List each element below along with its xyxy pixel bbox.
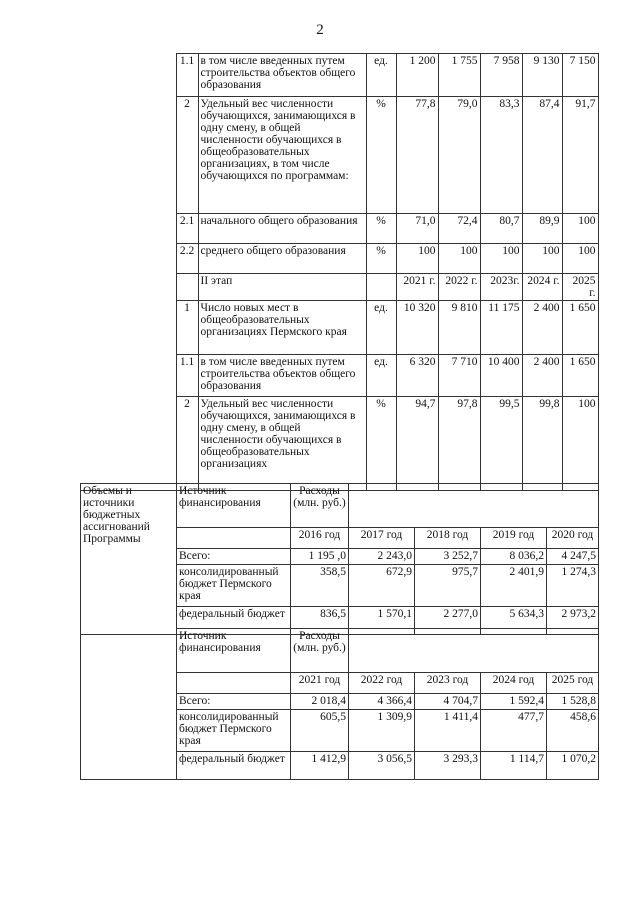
value: 9 810 (438, 301, 480, 355)
value: 9 130 (522, 54, 562, 97)
value: 1 070,2 (547, 752, 599, 780)
value: 4 704,7 (415, 694, 481, 710)
row-number: 1 (176, 301, 198, 355)
value: 100 (562, 214, 598, 244)
value: 7 710 (438, 355, 480, 397)
page-number: 2 (316, 22, 324, 38)
unit: ед. (366, 54, 396, 97)
table-row (81, 629, 599, 673)
value: 2 400 (522, 355, 562, 397)
value: 4 247,5 (547, 549, 599, 565)
year-header: 2022 год (349, 673, 415, 694)
stage-label: II этап (198, 274, 366, 301)
value: 100 (480, 244, 522, 274)
value: 100 (396, 244, 438, 274)
year-header: 2021 год (291, 673, 349, 694)
value: 7 150 (562, 54, 598, 97)
year-header: 2018 год (415, 528, 481, 549)
value: 10 400 (480, 355, 522, 397)
year-header: 2022 г. (438, 274, 480, 301)
value: 1 114,7 (481, 752, 547, 780)
value: 100 (522, 244, 562, 274)
row-number: 2 (176, 397, 198, 491)
source-header: Источник финансирования (177, 484, 291, 528)
source-header: Источник финансирования (177, 629, 291, 673)
indicator-name: в том числе введенных путем строительства объектов общего образования (198, 54, 366, 97)
value: 2 018,4 (291, 694, 349, 710)
value: 97,8 (438, 397, 480, 491)
indicator-name: Удельный вес численности обучающихся, занимающихся в одну смену, в общей численности обучающихся в общеобразовательных организациях, в том числе обучающихся по программам: (198, 97, 366, 214)
row-number: 2.1 (176, 214, 198, 244)
value: 1 755 (438, 54, 480, 97)
value: 1 592,4 (481, 694, 547, 710)
value: 79,0 (438, 97, 480, 214)
value: 1 650 (562, 355, 598, 397)
unit: % (366, 97, 396, 214)
year-header: 2021 г. (396, 274, 438, 301)
unit: % (366, 214, 396, 244)
unit (366, 274, 396, 301)
year-header: 2025 год (547, 673, 599, 694)
value: 8 036,2 (481, 549, 547, 565)
value: 94,7 (396, 397, 438, 491)
value: 5 634,3 (481, 607, 547, 635)
value: 100 (562, 397, 598, 491)
unit: ед. (366, 301, 396, 355)
value: 3 252,7 (415, 549, 481, 565)
year-header: 2016 год (291, 528, 349, 549)
value: 99,8 (522, 397, 562, 491)
value: 1 412,9 (291, 752, 349, 780)
source-name: консолидированный бюджет Пермского края (177, 710, 291, 752)
row-number: 1.1 (176, 355, 198, 397)
value: 605,5 (291, 710, 349, 752)
unit: % (366, 397, 396, 491)
year-header: 2019 год (481, 528, 547, 549)
year-header: 2023г. (480, 274, 522, 301)
indicator-name: Число новых мест в общеобразовательных организациях Пермского края (198, 301, 366, 355)
row-number (176, 274, 198, 301)
value: 1 411,4 (415, 710, 481, 752)
value: 2 973,2 (547, 607, 599, 635)
value: 6 320 (396, 355, 438, 397)
year-header: 2024 год (481, 673, 547, 694)
value: 99,5 (480, 397, 522, 491)
unit: ед. (366, 355, 396, 397)
value: 2 277,0 (415, 607, 481, 635)
expenses-header: Расходы (млн. руб.) (291, 629, 349, 673)
table-row (81, 484, 599, 528)
year-header: 2020 год (547, 528, 599, 549)
row-number: 2 (176, 97, 198, 214)
value: 80,7 (480, 214, 522, 244)
value: 2 243,0 (349, 549, 415, 565)
indicator-name: в том числе введенных путем строительства объектов общего образования (198, 355, 366, 397)
value: 11 175 (480, 301, 522, 355)
value: 4 366,4 (349, 694, 415, 710)
value: 1 274,3 (547, 565, 599, 607)
source-name: консолидированный бюджет Пермского края (177, 565, 291, 607)
value: 89,9 (522, 214, 562, 244)
value: 1 309,9 (349, 710, 415, 752)
expenses-header: Расходы (млн. руб.) (291, 484, 349, 528)
value: 100 (438, 244, 480, 274)
value: 672,9 (349, 565, 415, 607)
value: 72,4 (438, 214, 480, 244)
funding-table-2021-2025 (80, 628, 599, 780)
indicator-name: Удельный вес численности обучающихся, занимающихся в одну смену, в общей численности обучающихся в общеобразовательных организациях (198, 397, 366, 491)
year-header: 2017 год (349, 528, 415, 549)
value: 1 570,1 (349, 607, 415, 635)
indicator-name: начального общего образования (198, 214, 366, 244)
source-name: Всего: (177, 694, 291, 710)
unit: % (366, 244, 396, 274)
row-number: 2.2 (176, 244, 198, 274)
value: 2 400 (522, 301, 562, 355)
source-name: федеральный бюджет (177, 752, 291, 780)
value: 7 958 (480, 54, 522, 97)
value: 1 650 (562, 301, 598, 355)
year-header: 2023 год (415, 673, 481, 694)
value: 83,3 (480, 97, 522, 214)
value: 3 293,3 (415, 752, 481, 780)
value: 1 528,8 (547, 694, 599, 710)
value: 358,5 (291, 565, 349, 607)
value: 477,7 (481, 710, 547, 752)
source-name: федеральный бюджет (177, 607, 291, 635)
table-row (80, 54, 598, 97)
value: 1 195 ,0 (291, 549, 349, 565)
value: 2 401,9 (481, 565, 547, 607)
value: 87,4 (522, 97, 562, 214)
value: 1 200 (396, 54, 438, 97)
value: 458,6 (547, 710, 599, 752)
value: 10 320 (396, 301, 438, 355)
value: 71,0 (396, 214, 438, 244)
value: 100 (562, 244, 598, 274)
indicators-table (80, 53, 599, 491)
year-header: 2025 г. (562, 274, 598, 301)
source-name: Всего: (177, 549, 291, 565)
year-header: 2024 г. (522, 274, 562, 301)
value: 836,5 (291, 607, 349, 635)
funding-table-2016-2020 (80, 483, 599, 635)
indicator-name: среднего общего образования (198, 244, 366, 274)
row-number: 1.1 (176, 54, 198, 97)
value: 3 056,5 (349, 752, 415, 780)
value: 77,8 (396, 97, 438, 214)
funding-label: Объемы и источники бюджетных ассигнований Программы (81, 484, 177, 635)
value: 975,7 (415, 565, 481, 607)
value: 91,7 (562, 97, 598, 214)
